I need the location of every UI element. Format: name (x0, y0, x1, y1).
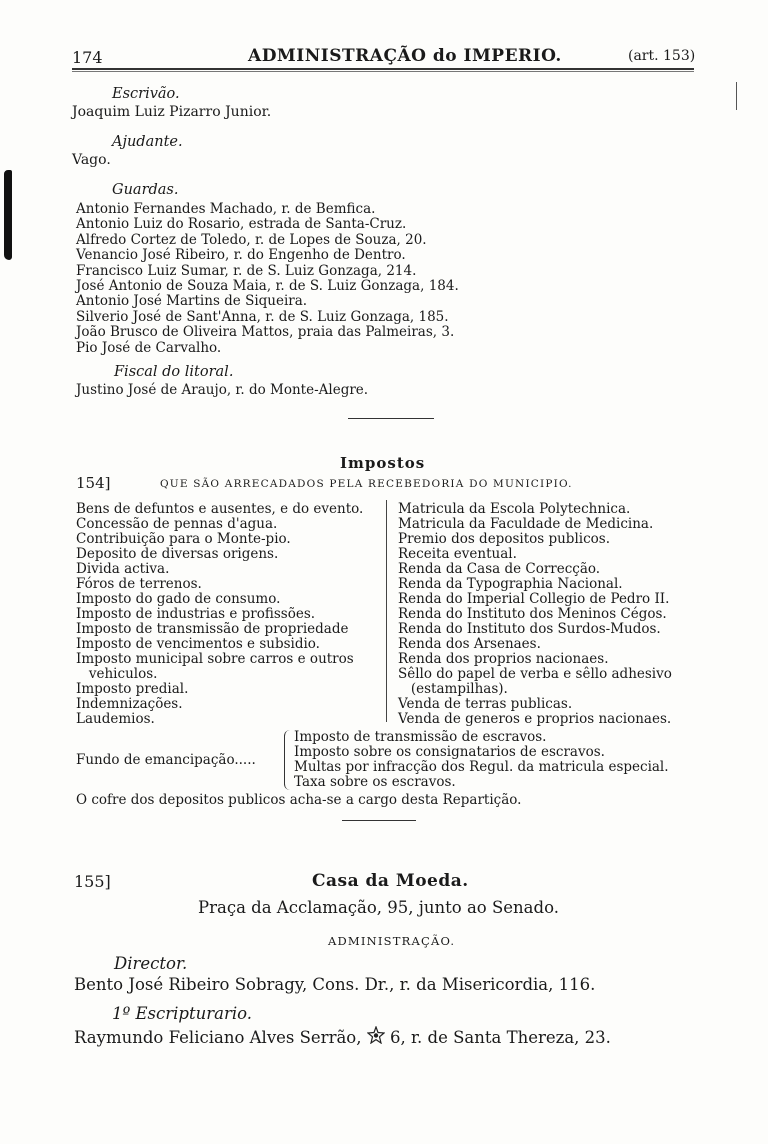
list-item: vehiculos. (76, 666, 158, 682)
list-item: Imposto de transmissão de propriedade (76, 621, 349, 637)
list-item: Francisco Luiz Sumar, r. de S. Luiz Gonzaga, 214. (76, 262, 417, 279)
impostos-number: 154] (76, 474, 111, 492)
list-item: Laudemios. (76, 711, 155, 727)
list-item: Contribuição para o Monte-pio. (76, 531, 291, 547)
escripturario-role: 1º Escripturario. (112, 1004, 253, 1023)
list-item: Multas por infracção dos Regul. da matricula especial. (294, 759, 669, 775)
section-divider (342, 820, 416, 821)
guardas-role: Guardas. (112, 182, 179, 198)
list-item: João Brusco de Oliveira Mattos, praia das Palmeiras, 3. (76, 324, 455, 341)
fundo-label: Fundo de emancipação..... (76, 752, 256, 768)
list-item: Receita eventual. (398, 546, 517, 562)
list-item: Venda de terras publicas. (398, 696, 573, 712)
list-item: Bens de defuntos e ausentes, e do evento. (76, 501, 364, 517)
list-item: Antonio José Martins de Siqueira. (76, 293, 308, 310)
list-item: Imposto municipal sobre carros e outros (76, 651, 354, 667)
list-item: Imposto de vencimentos e subsidio. (76, 636, 320, 652)
impostos-right-column (398, 502, 672, 727)
list-item: Silverio José de Sant'Anna, r. de S. Luiz Gonzaga, 185. (76, 308, 449, 325)
header-rule (72, 68, 694, 72)
list-item: Taxa sobre os escravos. (294, 774, 456, 790)
moeda-number: 155] (74, 872, 111, 891)
list-item: Renda dos proprios nacionaes. (398, 651, 609, 667)
fundo-items (294, 730, 669, 790)
moeda-title: Casa da Moeda. (312, 871, 469, 891)
list-item: Antonio Luiz do Rosario, estrada de Santa-Cruz. (76, 216, 407, 233)
impostos-subtitle: QUE SÃO ARRECADADOS PELA RECEBEDORIA DO MUNICIPIO. (160, 478, 573, 490)
list-item: Fóros de terrenos. (76, 576, 202, 592)
list-item: Premio dos depositos publicos. (398, 531, 610, 547)
escrivao-role: Escrivão. (112, 86, 180, 102)
list-item: Imposto de transmissão de escravos. (294, 729, 547, 745)
impostos-title: Impostos (340, 454, 426, 472)
list-item: Divida activa. (76, 561, 170, 577)
list-item: Renda da Casa de Correcção. (398, 561, 601, 577)
list-item: Renda da Typographia Nacional. (398, 576, 623, 592)
moeda-address: Praça da Acclamação, 95, junto ao Senado. (198, 898, 559, 917)
list-item: Imposto do gado de consumo. (76, 591, 281, 607)
admin-heading: ADMINISTRAÇÃO. (328, 934, 456, 948)
fiscal-name: Justino José de Araujo, r. do Monte-Alegre. (76, 382, 369, 398)
margin-mark (736, 82, 737, 110)
section-divider (348, 418, 434, 419)
list-item: Renda do Imperial Collegio de Pedro II. (398, 591, 670, 607)
escrivao-name: Joaquim Luiz Pizarro Junior. (72, 104, 272, 120)
ajudante-name: Vago. (72, 152, 111, 168)
list-item: José Antonio de Souza Maia, r. de S. Luiz Gonzaga, 184. (76, 278, 459, 295)
column-divider (386, 500, 387, 722)
cofre-note: O cofre dos depositos publicos acha-se a cargo desta Repartição. (76, 792, 522, 808)
decoration-star-icon (367, 1026, 385, 1049)
fiscal-role: Fiscal do litoral. (114, 364, 234, 380)
list-item: Venda de generos e proprios nacionaes. (398, 711, 672, 727)
list-item: Matricula da Escola Polytechnica. (398, 501, 631, 517)
list-item: Matricula da Faculdade de Medicina. (398, 516, 654, 532)
escripturario-line (74, 1026, 611, 1049)
running-title: ADMINISTRAÇÃO do IMPERIO. (248, 46, 562, 66)
list-item: Pio José de Carvalho. (76, 339, 222, 356)
escripturario-address: 6, r. de Santa Thereza, 23. (389, 1028, 611, 1047)
list-item: Imposto predial. (76, 681, 189, 697)
brace (284, 730, 293, 790)
director-name: Bento José Ribeiro Sobragy, Cons. Dr., r. da Misericordia, 116. (74, 975, 596, 994)
list-item: Concessão de pennas d'agua. (76, 516, 278, 532)
guardas-list (76, 202, 459, 356)
ink-blot (4, 170, 12, 260)
escripturario-name: Raymundo Feliciano Alves Serrão, (74, 1028, 362, 1047)
page-number: 174 (72, 48, 103, 67)
list-item: Imposto de industrias e profissões. (76, 606, 316, 622)
list-item: Renda dos Arsenaes. (398, 636, 541, 652)
list-item: Alfredo Cortez de Toledo, r. de Lopes de Souza, 20. (76, 231, 427, 248)
article-reference: (art. 153) (628, 48, 696, 64)
list-item: Deposito de diversas origens. (76, 546, 279, 562)
list-item: Indemnizações. (76, 696, 183, 712)
list-item: Renda do Instituto dos Meninos Cégos. (398, 606, 667, 622)
list-item: Renda do Instituto dos Surdos-Mudos. (398, 621, 661, 637)
list-item: (estampilhas). (398, 681, 508, 697)
director-role: Director. (114, 954, 188, 973)
list-item: Sêllo do papel de verba e sêllo adhesivo (398, 666, 672, 682)
list-item: Venancio José Ribeiro, r. do Engenho de Dentro. (76, 247, 406, 264)
list-item: Imposto sobre os consignatarios de escravos. (294, 744, 605, 760)
impostos-left-column (76, 502, 363, 727)
list-item: Antonio Fernandes Machado, r. de Bemfica. (76, 201, 376, 217)
ajudante-role: Ajudante. (112, 134, 183, 150)
